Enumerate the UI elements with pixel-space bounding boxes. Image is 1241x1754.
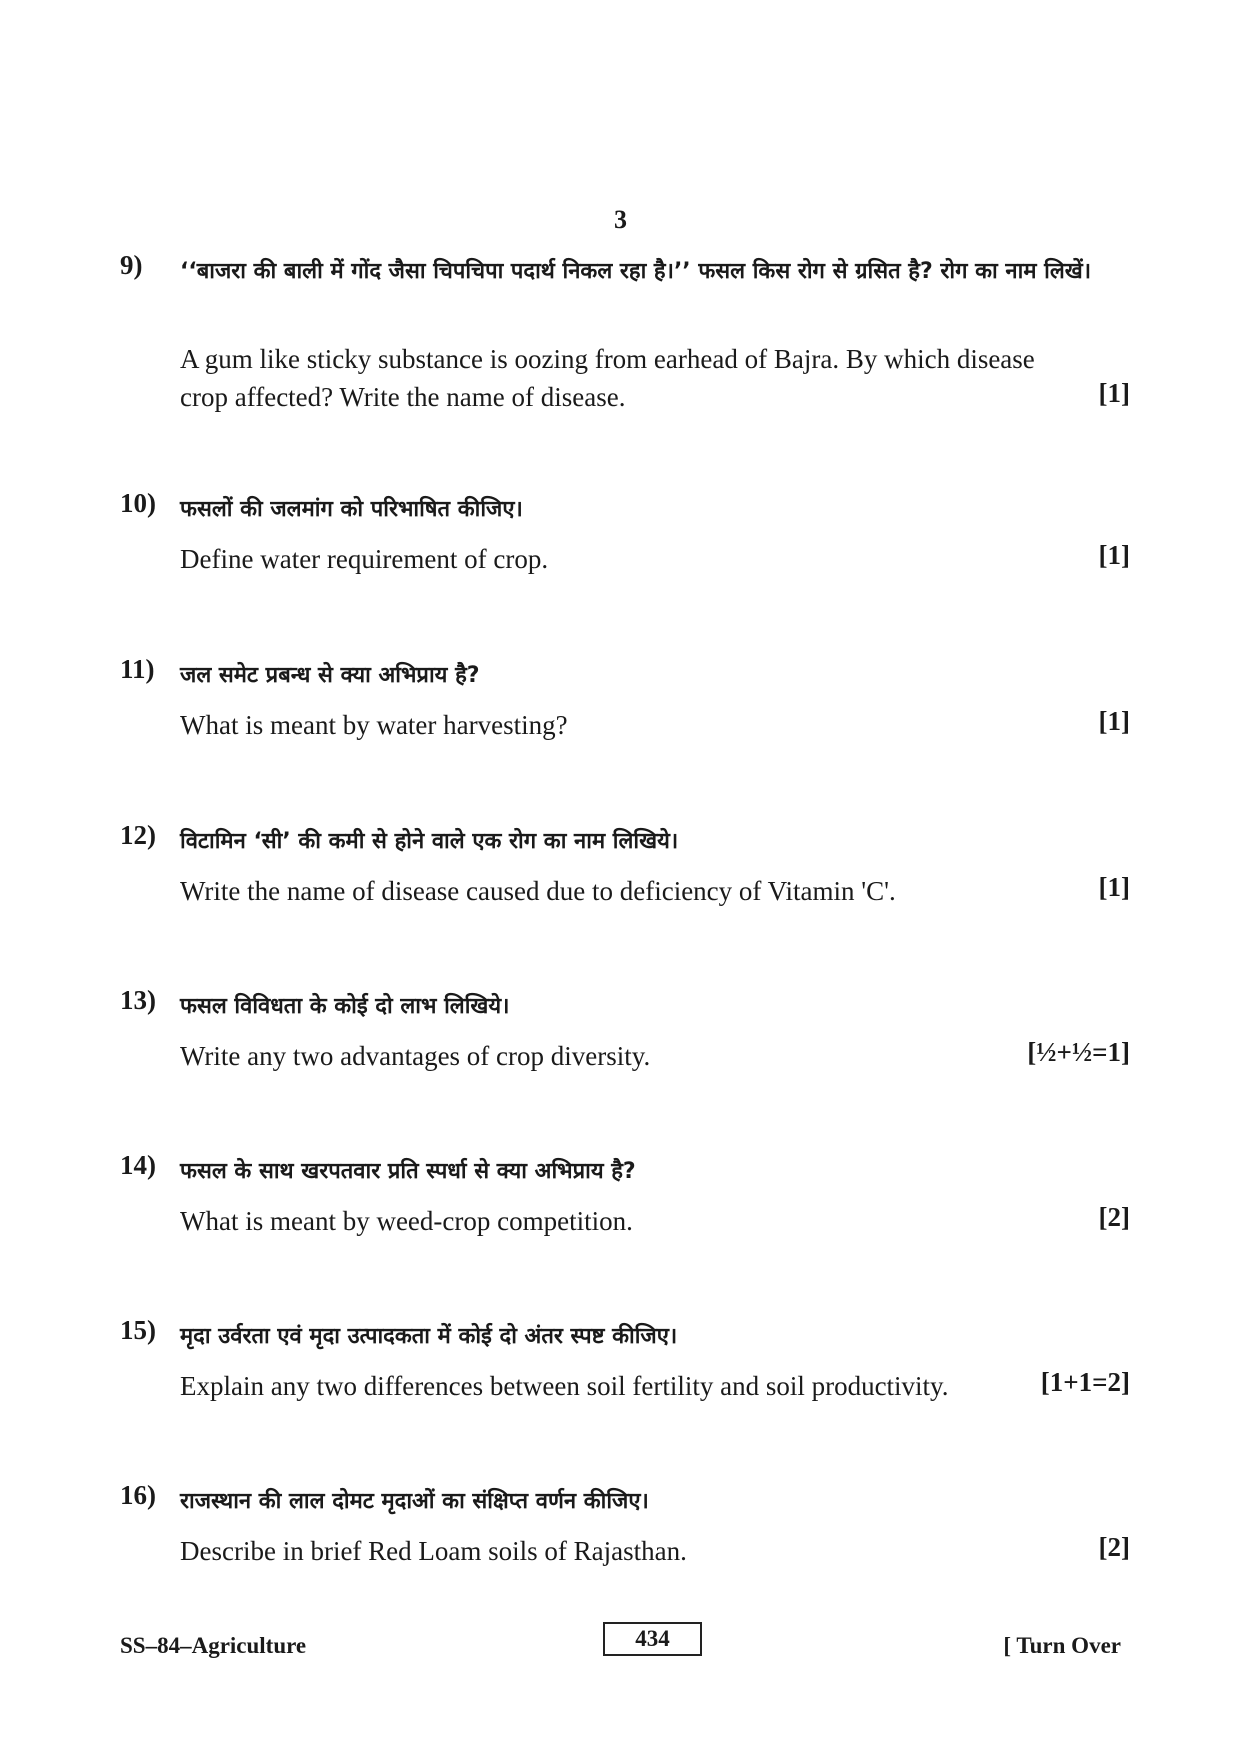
question-text-hindi: विटामिन ‘सी’ की कमी से होने वाले एक रोग का नाम लिखिये। <box>180 829 679 854</box>
question-text-hindi: मृदा उर्वरता एवं मृदा उत्पादकता में कोई दो अंतर स्पष्ट कीजिए। <box>180 1324 678 1349</box>
question-text-english: What is meant by weed-crop competition. <box>180 1206 633 1236</box>
question-text-english: What is meant by water harvesting? <box>180 710 568 740</box>
question-text-hindi: फसल के साथ खरपतवार प्रति स्पर्धा से क्या अभिप्राय है? <box>180 1159 636 1184</box>
question-number: 12) <box>120 820 156 850</box>
paper-code: SS–84–Agriculture <box>120 1633 307 1658</box>
question-text-english: Define water requirement of crop. <box>180 544 549 574</box>
question-number: 14) <box>120 1150 156 1180</box>
question-text-hindi: फसल विविधता के कोई दो लाभ लिखिये। <box>180 994 510 1019</box>
question-text-hindi: फसलों की जलमांग को परिभाषित कीजिए। <box>180 497 523 522</box>
question-number: 10) <box>120 488 156 518</box>
question-number: 16) <box>120 1480 156 1510</box>
question-number: 11) <box>120 654 155 684</box>
question-marks: [1] <box>1098 706 1130 736</box>
question-text-english: A gum like sticky substance is oozing from earhead of Bajra. By which disease crop affected? Write the name of disease. <box>180 344 1035 412</box>
page-code-box: 434 <box>603 1622 702 1656</box>
question-marks: [1+1=2] <box>1040 1367 1130 1397</box>
turn-over-label: [ Turn Over <box>1003 1633 1121 1658</box>
question-marks: [2] <box>1098 1202 1130 1232</box>
question-marks: [1] <box>1098 378 1130 408</box>
question-text-hindi: राजस्थान की लाल दोमट मृदाओं का संक्षिप्त वर्णन कीजिए। <box>180 1489 649 1514</box>
question-number: 13) <box>120 985 156 1015</box>
question-marks: [½+½=1] <box>1027 1037 1130 1067</box>
question-text-english: Write any two advantages of crop diversity. <box>180 1041 651 1071</box>
question-marks: [2] <box>1098 1532 1130 1562</box>
question-text-english: Write the name of disease caused due to deficiency of Vitamin 'C'. <box>180 876 896 906</box>
question-number: 15) <box>120 1315 156 1345</box>
question-marks: [1] <box>1098 540 1130 570</box>
question-text-english: Explain any two differences between soil fertility and soil productivity. <box>180 1371 949 1401</box>
question-text-english: Describe in brief Red Loam soils of Rajasthan. <box>180 1536 687 1566</box>
question-marks: [1] <box>1098 872 1130 902</box>
question-text-hindi: ‘‘बाजरा की बाली में गोंद जैसा चिपचिपा पदार्थ निकल रहा है।’’ फसल किस रोग से ग्रसित है? रोग का नाम लिखें। <box>180 259 1092 284</box>
question-text-hindi: जल समेट प्रबन्ध से क्या अभिप्राय है? <box>180 663 480 688</box>
question-number: 9) <box>120 250 143 280</box>
page-number: 3 <box>614 205 627 234</box>
